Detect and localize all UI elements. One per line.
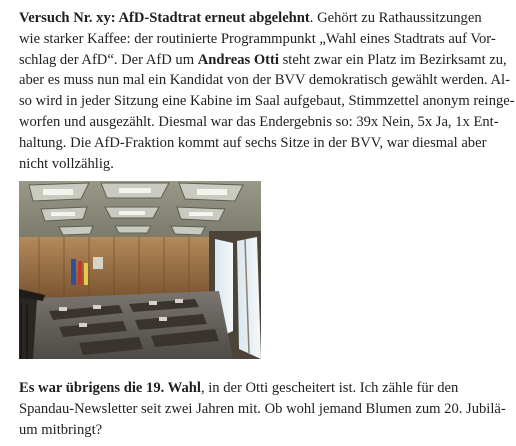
lead-headline: Versuch Nr. xy: AfD-Stadtrat erneut abgelehnt <box>19 10 310 26</box>
paragraph-line: nicht vollzählig. <box>19 155 114 172</box>
paragraph-line: schlag der AfD“. Der AfD um Andreas Otti steht zwar ein Platz im Bezirksamt zu, <box>19 51 507 68</box>
paragraph-line: worfen und ausgezählt. Diesmal war das Endergebnis so: 39x Nein, 5x Ja, 1x Ent- <box>19 113 499 130</box>
person-name-bold: Andreas Otti <box>197 51 279 68</box>
paragraph-line: aber es muss nun mal ein Kandidat von der BVV demokratisch gewählt werden. Al- <box>19 72 510 89</box>
council-chamber-photo <box>19 181 261 359</box>
paragraph-line: wie starker Kaffee: der routinierte Programmpunkt „Wahl eines Stadtrats auf Vor- <box>19 30 496 47</box>
article-paragraph-vote-report <box>19 8 515 174</box>
paragraph-line: Spandau-Newsletter seit zwei Jahren mit. Ob wohl jemand Blumen zum 20. Jubilä- <box>19 400 506 417</box>
lead-phrase-bold: Es war übrigens die 19. Wahl <box>19 380 201 396</box>
article-paragraph-vote-count <box>19 378 506 440</box>
paragraph-line: Es war übrigens die 19. Wahl, in der Otti gescheitert ist. Ich zähle für den <box>19 380 459 396</box>
paragraph-line: um mitbringt? <box>19 421 103 438</box>
paragraph-line: haltung. Die AfD-Fraktion kommt auf sechs Sitze in der BVV, war diesmal aber <box>19 134 487 151</box>
paragraph-line: Versuch Nr. xy: AfD-Stadtrat erneut abgelehnt. Gehört zu Rathaussitzungen <box>19 10 482 26</box>
paragraph-line: so wird in jeder Sitzung eine Kabine im Saal aufgebaut, Stimmzettel anonym reinge- <box>19 93 515 110</box>
